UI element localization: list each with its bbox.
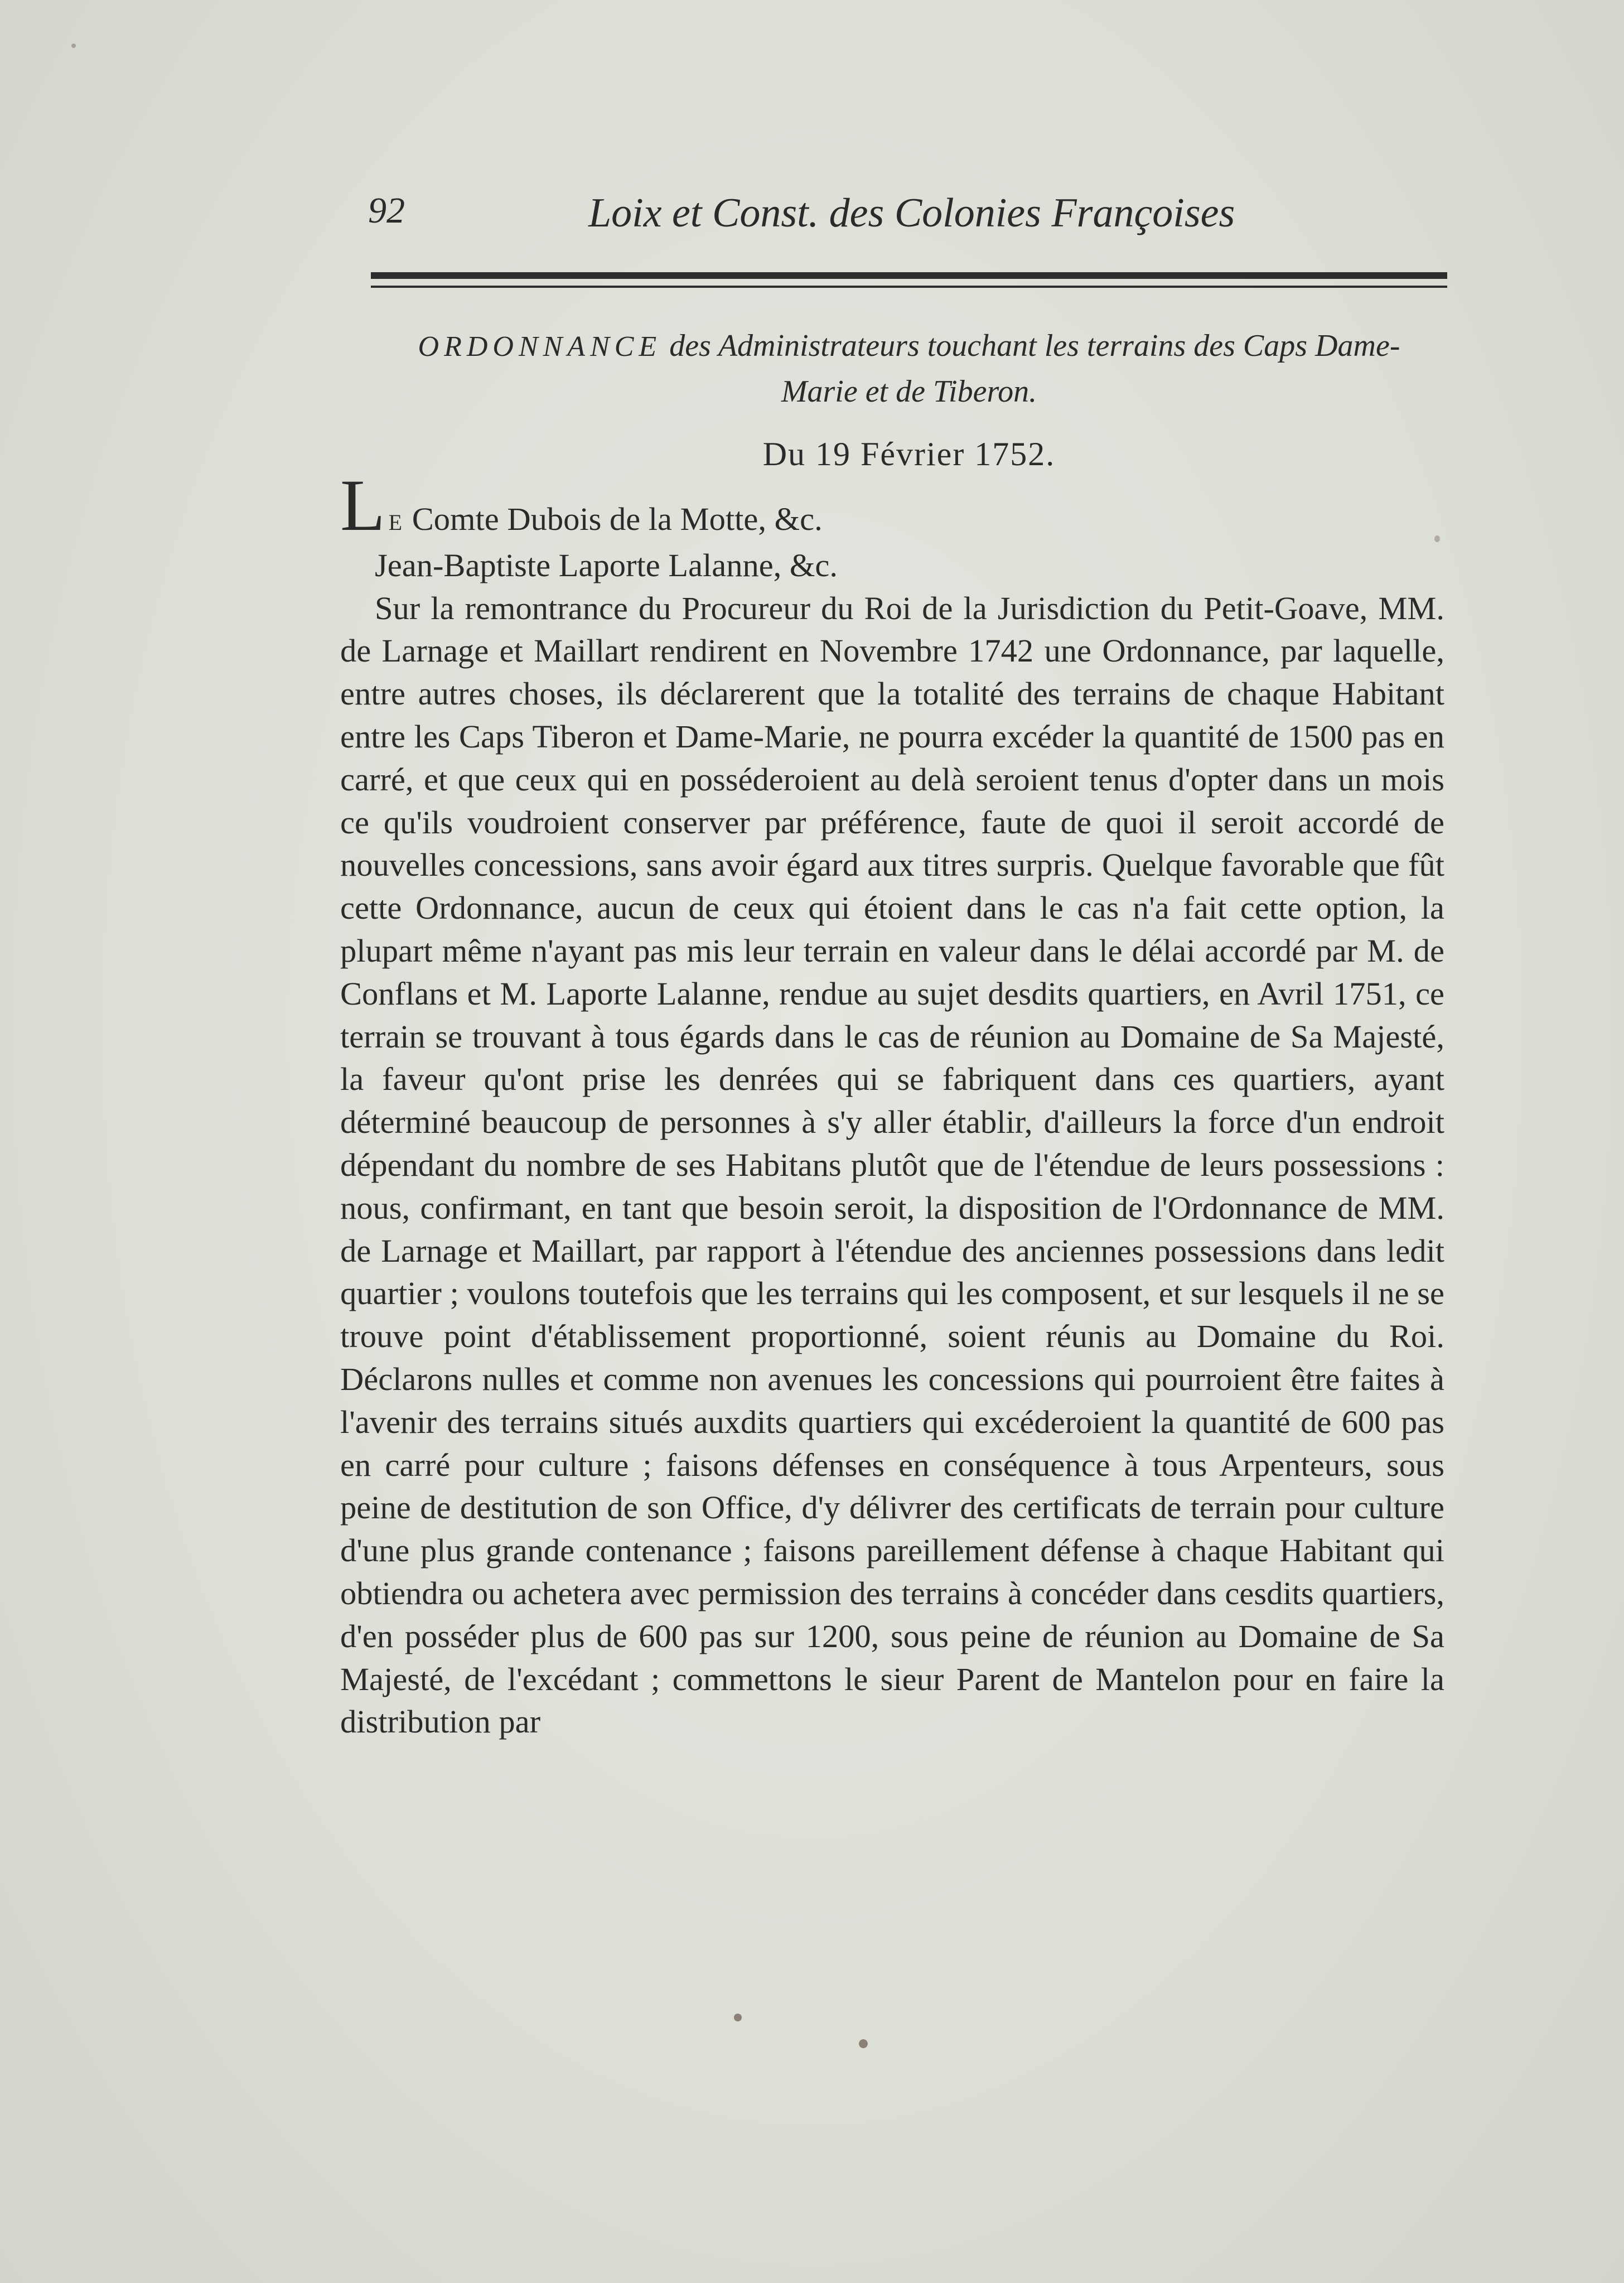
running-head [368, 190, 1235, 251]
running-title: Loix et Const. des Colonies Françoises [588, 190, 1235, 236]
ordinance-body [340, 464, 1444, 1744]
ordinance-date: Du 19 Février 1752. [762, 436, 1056, 472]
intro-line-2: Jean-Baptiste Laporte Lalanne, &c. [375, 547, 838, 583]
header-rule-thin [371, 286, 1447, 288]
intro-line-1 [340, 464, 1444, 546]
paper-speck [734, 2014, 742, 2021]
ordinance-title-lead: ORDONNANCE [418, 331, 662, 363]
ordinance-title [390, 324, 1428, 414]
paper-speck [71, 44, 76, 48]
intro-line-1-text: Comte Dubois de la Motte, &c. [412, 501, 823, 537]
body-paragraph: Sur la remontrance du Procureur du Roi de la Jurisdiction du Petit-Goave, MM. de Larnage et Maillart rendirent en Novembre 1742 une Ordonnance, par laquelle, entre autres choses, ils déclarerent que la totalité des terrains de chaque Habitant entre les Caps Tiberon et Dame-Marie, ne pourra excéder la quantité de 1500 pas en carré, et que ceux qui en posséderoient au delà seroient tenus d'opter dans un mois ce qu'ils voudroient conserver par préférence, faute de quoi il seroit accordé de nouvelles concessions, sans avoir égard aux titres surpris. Quelque favorable que fût cette Ordonnance, aucun de ceux qui étoient dans le cas n'a fait cette option, la plupart même n'ayant pas mis leur terrain en valeur dans le délai accordé par M. de Conflans et M. Laporte Lalanne, rendue au sujet desdits quartiers, en Avril 1751, ce terrain se trouvant à tous égards dans le cas de réunion au Domaine de Sa Majesté, la faveur qu'ont prise les denrées qui se fabriquent dans ces quartiers, ayant déterminé beaucoup de personnes à s'y aller établir, d'ailleurs la force d'un endroit dépendant du nombre de ses Habitans plutôt que de l'étendue de leurs possessions : nous, confirmant, en tant que besoin seroit, la disposition de l'Ordonnance de MM. de Larnage et Maillart, par rapport à l'étendue des anciennes possessions dans ledit quartier ; voulons toutefois que les terrains qui les composent, et sur lesquels il ne se trouve point d'établissement proportionné, soient réunis au Domaine du Roi. Déclarons nulles et comme non avenues les concessions qui pourroient être faites à l'avenir des terrains situés auxdits quartiers qui excéderoient la quantité de 600 pas en carré pour culture ; faisons défenses en conséquence à tous Arpenteurs, sous peine de destitution de son Office, d'y délivrer des certificats de terrain pour culture d'une plus grande contenance ; faisons pareillement défense à chaque Habitant qui obtiendra ou achetera avec permission des terrains à concéder dans cesdits quartiers, d'en posséder plus de 600 pas sur 1200, sous peine de réunion au Domaine de Sa Majesté, de l'excédant ; commettons le sieur Parent de Mantelon pour en faire la distribution par [340, 590, 1444, 1740]
page-number: 92 [368, 190, 405, 231]
paper-speck [1434, 535, 1440, 542]
drop-cap-rest: E [388, 510, 404, 535]
paper-speck [859, 2039, 868, 2048]
drop-cap: L [340, 464, 385, 546]
ordinance-title-rest: des Administrateurs touchant les terrains des Caps Dame-Marie et de Tiberon. [669, 329, 1400, 409]
header-rule-thick [371, 272, 1447, 279]
